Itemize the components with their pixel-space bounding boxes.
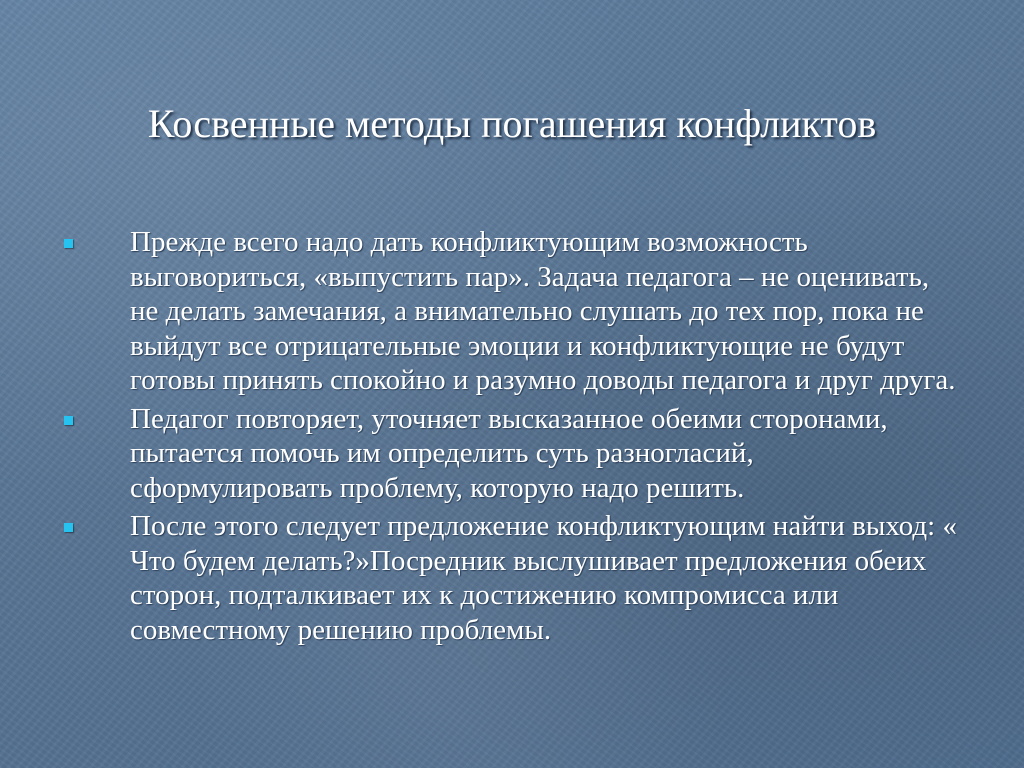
square-bullet-icon — [64, 523, 73, 532]
bullet-list — [60, 225, 960, 651]
bullet-item-3 — [60, 509, 960, 647]
square-bullet-icon — [64, 239, 73, 248]
bullet-item-2 — [60, 402, 960, 506]
bullet-text-3: После этого следует предложение конфликтующим найти выход: « Что будем делать?»Посредник выслушивает предложения обеих сторон, подталкивает их к достижению компромисса или совместному решению проблемы. — [130, 510, 957, 646]
square-bullet-icon — [64, 416, 73, 425]
slide-title: Косвенные методы погашения конфликтов — [147, 101, 877, 146]
bullet-item-1 — [60, 225, 960, 398]
bullet-text-1: Прежде всего надо дать конфликтующим возможность выговориться, «выпустить пар». Задача педагога – не оценивать, не делать замечания, а внимательно слушать до тех пор, пока не выйдут все отрицательные эмоции и конфликтующие не будут готовы принять спокойно и разумно доводы педагога и друг друга. — [130, 226, 956, 396]
bullet-text-2: Педагог повторяет, уточняет высказанное обеими сторонами, пытается помочь им определить суть разногласий, сформулировать проблему, которую надо решить. — [130, 402, 888, 504]
